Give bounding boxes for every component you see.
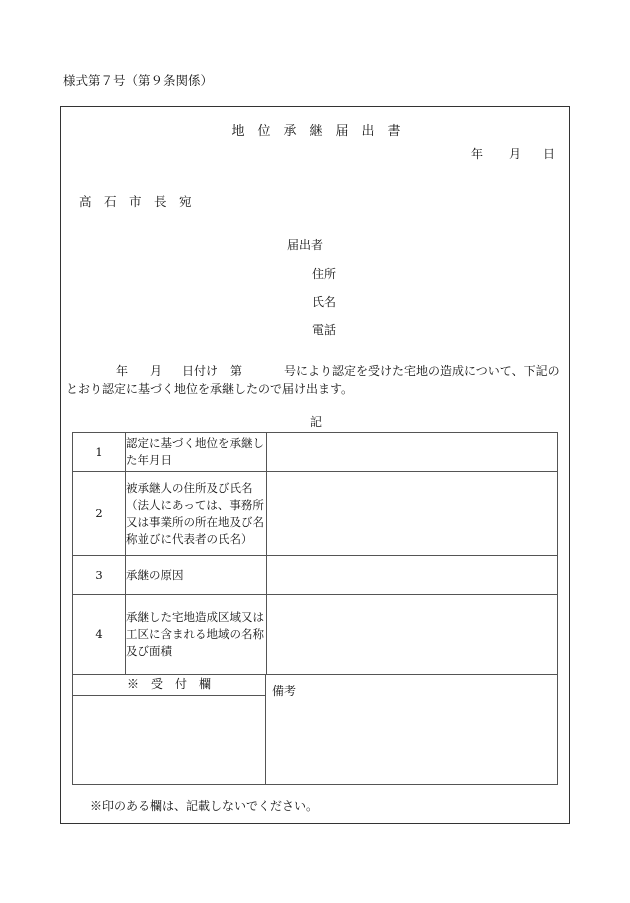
date-year-label: 年	[471, 147, 484, 161]
row-item: 被承継人の住所及び氏名（法人にあっては、事務所又は事業所の所在地及び名称並びに代表者の氏名）	[126, 472, 267, 556]
remarks-label: 備考	[272, 684, 297, 698]
table-row	[73, 595, 558, 675]
body-year-label: 年	[116, 364, 129, 378]
addressee: 高 石 市 長 宛	[79, 194, 192, 209]
body-day-ref: 日付け 第	[182, 364, 243, 378]
notifier-label: 届出者	[287, 238, 324, 252]
form-frame	[60, 106, 570, 824]
row-item: 承継した宅地造成区域又は工区に含まれる地域の名称及び面積	[126, 595, 267, 675]
phone-label: 電話	[312, 323, 337, 337]
row-value-field[interactable]	[267, 556, 558, 595]
form-number: 様式第７号（第９条関係）	[63, 73, 214, 88]
details-table	[72, 432, 558, 675]
row-number: 4	[73, 595, 126, 675]
ki-heading: 記	[309, 415, 322, 429]
reception-label: ※ 受 付 欄	[73, 674, 265, 696]
body-text-main: 号により認定を受けた宅地の造成について、下記のとおり認定に基づく地位を承継したので届け出ます。	[66, 364, 560, 396]
row-value-field[interactable]	[267, 472, 558, 556]
reception-box	[72, 674, 265, 785]
table-row	[73, 472, 558, 556]
remarks-box[interactable]	[265, 674, 558, 785]
row-item: 承継の原因	[126, 556, 267, 595]
bottom-section	[72, 674, 558, 785]
address-label: 住所	[312, 267, 337, 281]
date-day-label: 日	[543, 147, 556, 161]
row-value-field[interactable]	[267, 433, 558, 472]
table-row	[73, 433, 558, 472]
row-number: 2	[73, 472, 126, 556]
table-row	[73, 556, 558, 595]
name-label: 氏名	[312, 295, 337, 309]
row-number: 1	[73, 433, 126, 472]
row-item: 認定に基づく地位を承継した年月日	[126, 433, 267, 472]
row-value-field[interactable]	[267, 595, 558, 675]
row-number: 3	[73, 556, 126, 595]
date-month-label: 月	[509, 147, 522, 161]
body-text	[66, 362, 566, 398]
form-title: 地 位 承 継 届 出 書	[231, 124, 401, 139]
footnote: ※印のある欄は、記載しないでください。	[90, 799, 319, 813]
body-month-label: 月	[150, 364, 163, 378]
